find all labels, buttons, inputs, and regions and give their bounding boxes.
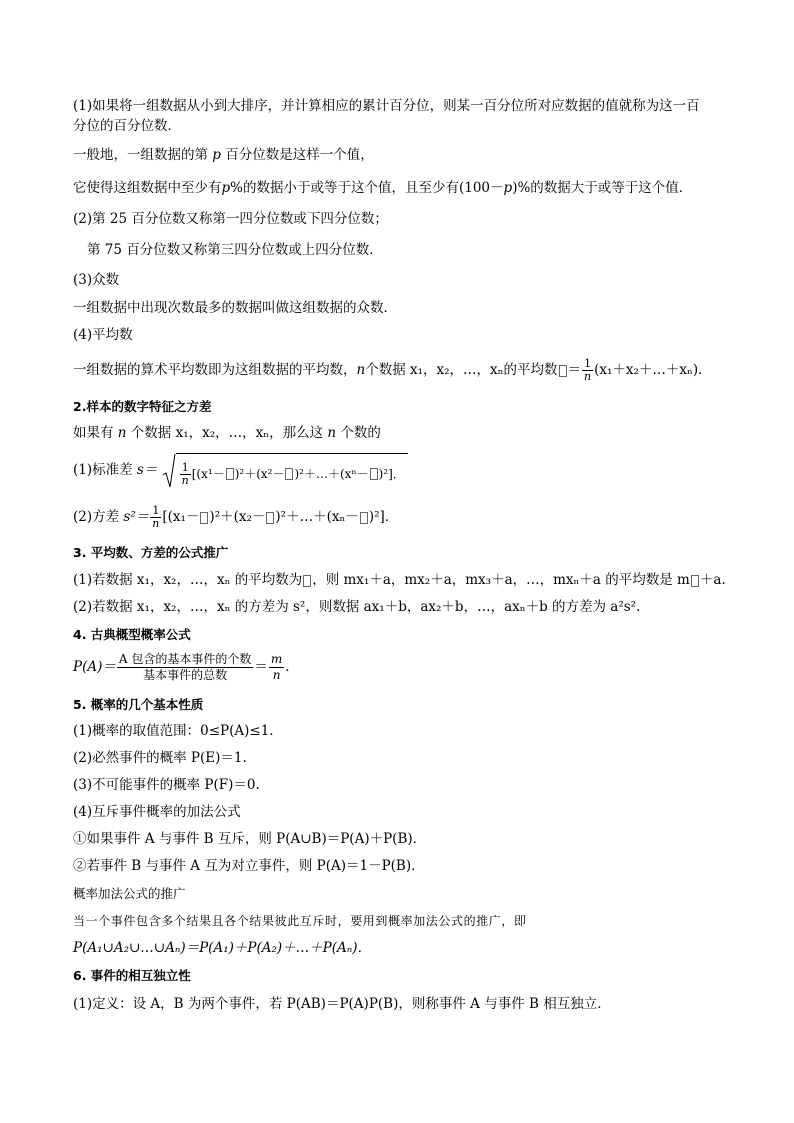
fraction-numerator: 1	[180, 462, 191, 475]
fraction-denominator: n	[181, 473, 189, 487]
text-segment: .	[285, 659, 290, 675]
text-line-27: 概率加法公式的推广	[73, 886, 186, 901]
text-line-1: (1)如果将一组数据从小到大排序，并计算相应的累计百分位，则某一百分位所对应数据的值就称为这一百	[73, 98, 700, 114]
text-segment: 如果有	[73, 425, 114, 441]
mean-formula-line	[73, 358, 712, 383]
m-over-n-fraction	[269, 652, 284, 683]
section-heading-5: 5. 概率的几个基本性质	[73, 697, 204, 712]
xbar-placeholder-icon	[226, 468, 234, 480]
var-p: p	[212, 147, 221, 163]
text-segment: )%的数据大于或等于这个值．	[512, 180, 693, 196]
text-segment: 个数据	[365, 362, 406, 378]
text-line-3	[73, 146, 374, 164]
xbar-placeholder-icon	[266, 512, 274, 524]
text-segment: (1)若数据 x₁，x₂，…，xₙ 的平均数为	[73, 572, 303, 588]
text-segment: (x₁＋x₂＋…＋xₙ)．	[594, 362, 712, 378]
radicand	[176, 453, 408, 492]
text-line-26: ②若事件 B 与事件 A 互为对立事件，则 P(A)＝1－P(B)．	[73, 858, 425, 874]
equals-sign: ＝	[254, 659, 268, 675]
text-segment: 它使得这组数据中至少有	[73, 180, 222, 196]
xbar-placeholder-icon	[559, 365, 567, 377]
var-p: p	[503, 180, 513, 196]
section-heading-3: 3. 平均数、方差的公式推广	[73, 545, 229, 560]
fraction-numerator: m	[270, 652, 283, 666]
xbar-placeholder-icon	[285, 468, 293, 480]
xbar-placeholder-icon	[691, 575, 699, 587]
radical-sign-icon	[162, 453, 176, 489]
fraction-denominator: 基本事件的总数	[143, 668, 228, 682]
square-root-icon	[162, 453, 408, 489]
xbar-placeholder-icon	[370, 468, 378, 480]
section-heading-2: 2.样本的数字特征之方差	[73, 399, 212, 414]
text-line-7: (3)众数	[73, 272, 120, 288]
fraction-numerator: A 包含的基本事件的个数	[118, 652, 252, 666]
section-heading-6: 6. 事件的相互独立性	[73, 968, 191, 983]
text-segment: [(x¹－	[191, 466, 225, 481]
s-equals: s＝	[136, 462, 158, 478]
text-line-29: P(A₁∪A₂∪…∪Aₙ)＝P(A₁)＋P(A₂)＋…＋P(Aₙ)．	[73, 940, 371, 956]
fraction-denominator: n	[584, 370, 592, 383]
text-segment: (2)方差	[73, 509, 120, 525]
text-segment: 个数据 x₁，x₂，…，xₙ，那么这	[130, 425, 324, 441]
text-line-4	[73, 179, 692, 197]
fraction-1-over-n	[150, 505, 161, 530]
text-line-9: (4)平均数	[73, 327, 133, 343]
var-n: n	[356, 362, 366, 378]
text-segment: ，则 mx₁＋a，mx₂＋a，mx₃＋a，…，mxₙ＋a 的平均数是 m	[312, 572, 690, 588]
text-line-5: (2)第 25 百分位数又称第一四分位数或下四分位数；	[73, 211, 388, 227]
var-n: n	[327, 425, 337, 441]
text-line-6: 第 75 百分位数又称第三四分位数或上四分位数．	[87, 242, 383, 258]
classical-probability-formula	[73, 650, 290, 684]
text-line-22: (2)必然事件的概率 P(E)＝1.	[73, 750, 247, 766]
xbar-placeholder-icon	[360, 512, 368, 524]
fraction-1-over-n	[582, 358, 593, 383]
text-segment: 百分位数是这样一个值，	[225, 147, 374, 163]
section-heading-4: 4. 古典概型概率公式	[73, 627, 191, 642]
text-segment: ＋a.	[699, 572, 726, 588]
text-segment: )²]．	[368, 509, 399, 525]
fraction-denominator: n	[272, 668, 281, 682]
var-p: p	[221, 180, 231, 196]
s2-equals: s²＝	[123, 509, 150, 525]
text-segment: [(x₁－	[162, 509, 200, 525]
text-segment: 的平均数	[503, 362, 558, 378]
text-segment: %的数据小于或等于这个值，且至少有(100－	[230, 180, 504, 196]
xbar-placeholder-icon	[303, 575, 311, 587]
text-line-23: (3)不可能事件的概率 P(F)＝0.	[73, 777, 260, 793]
text-segment: P(A)＝	[73, 659, 116, 675]
equals-sign: ＝	[567, 362, 582, 378]
text-line-21: (1)概率的取值范围：0≤P(A)≤1.	[73, 723, 274, 739]
text-segment: )²＋…＋(xₙ－	[275, 509, 359, 525]
fraction-numerator: 1	[582, 358, 593, 371]
text-line-31: (1)定义：设 A，B 为两个事件，若 P(AB)＝P(A)P(B)，则称事件 A 与事件 B 相互独立．	[73, 996, 611, 1012]
fraction-denominator: n	[152, 517, 160, 530]
text-line-2: 分位的百分位数．	[73, 118, 181, 134]
text-segment: 个数的	[340, 425, 381, 441]
text-line-17: (2)若数据 x₁，x₂，…，xₙ 的方差为 s²，则数据 ax₁＋b，ax₂＋b，…，axₙ＋b 的方差为 a²s².	[73, 599, 641, 615]
text-line-25: ①如果事件 A 与事件 B 互斥，则 P(A∪B)＝P(A)＋P(B)．	[73, 831, 427, 847]
xbar-placeholder-icon	[200, 512, 208, 524]
var-n: n	[117, 425, 127, 441]
text-segment: 一组数据的算术平均数即为这组数据的平均数，	[73, 362, 357, 378]
text-line-8: 一组数据中出现次数最多的数据叫做这组数据的众数．	[73, 300, 397, 316]
text-line-24: (4)互斥事件概率的加法公式	[73, 804, 241, 820]
fraction-1-over-n	[180, 462, 191, 487]
text-segment: )²＋…＋(xⁿ－	[294, 466, 369, 481]
text-segment: )²＋(x²－	[234, 466, 285, 481]
text-line-28: 当一个事件包含多个结果且各个结果彼此互斥时，要用到概率加法公式的推广，即	[73, 914, 527, 928]
text-segment: (1)标准差	[73, 462, 133, 478]
data-list: x₁，x₂，…，xₙ	[410, 362, 504, 378]
probability-fraction	[117, 652, 253, 683]
text-line-12	[73, 424, 381, 442]
text-segment: )²]．	[378, 466, 405, 481]
text-segment: )²＋(x₂－	[209, 509, 266, 525]
fraction-numerator: 1	[150, 505, 161, 518]
text-segment: 一般地，一组数据的第	[73, 147, 208, 163]
variance-formula-line	[73, 505, 398, 530]
text-line-16	[73, 571, 726, 589]
std-dev-formula-line	[73, 452, 408, 488]
